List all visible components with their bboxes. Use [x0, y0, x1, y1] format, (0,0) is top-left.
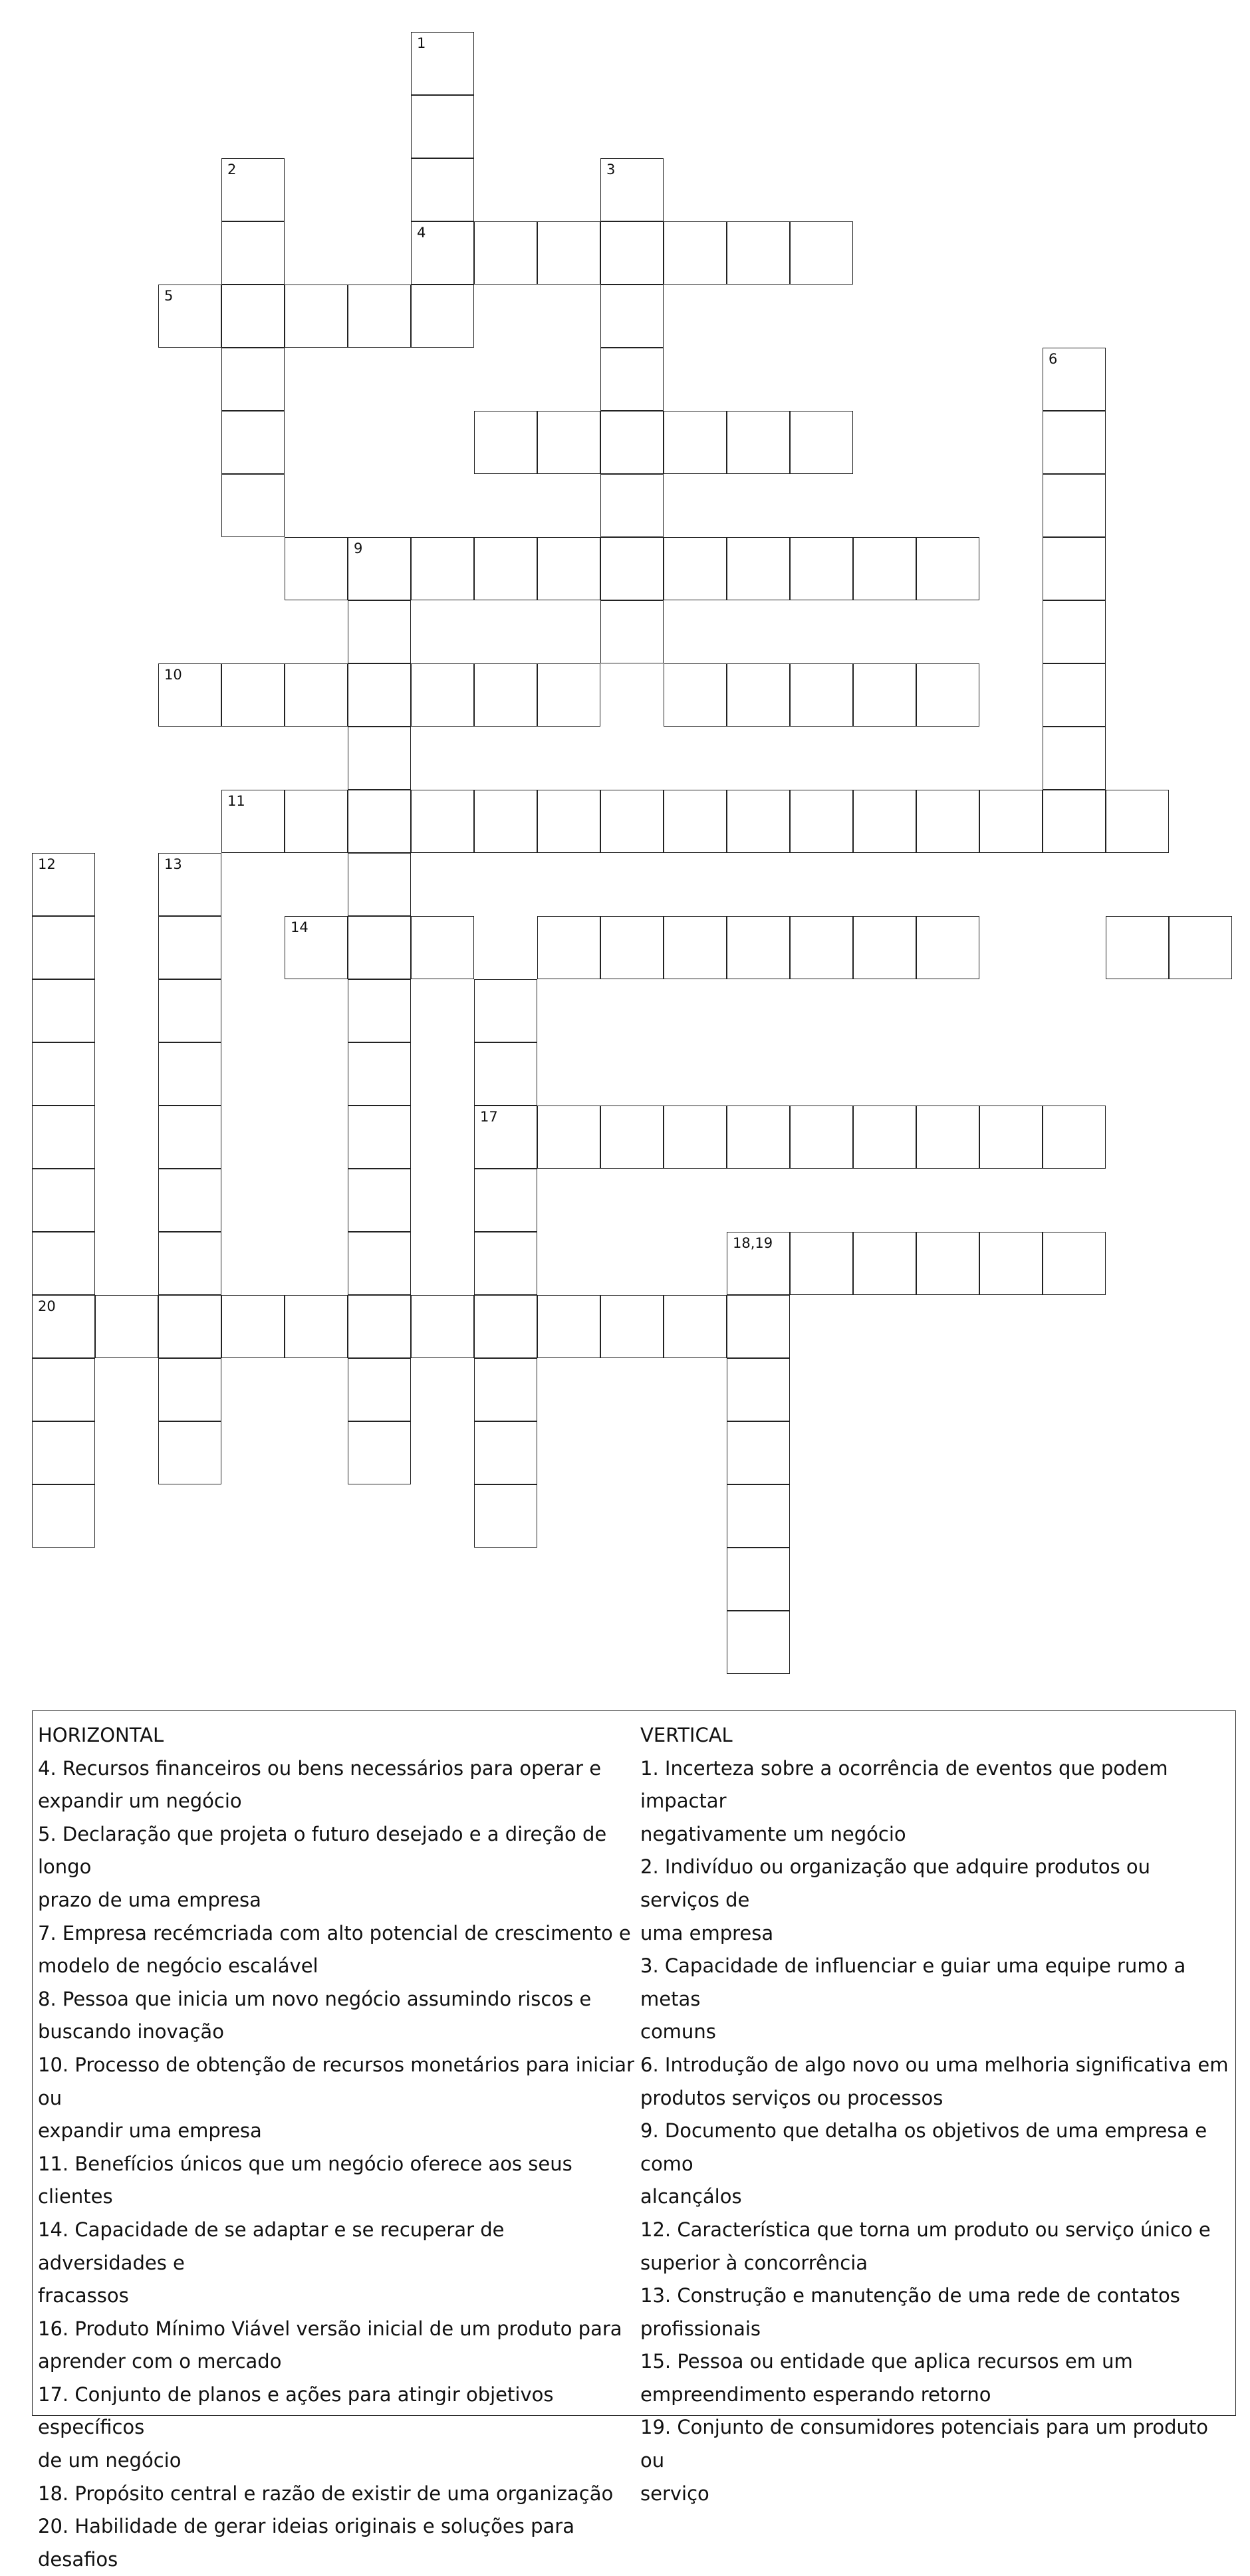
crossword-cell[interactable] [727, 221, 790, 285]
horizontal-clue-line: 5. Declaração que projeta o futuro desejado e a direção de longo [38, 1822, 607, 1879]
crossword-cell[interactable] [664, 663, 727, 727]
horizontal-clue-line: buscando inovação [38, 2020, 224, 2044]
crossword-cell[interactable] [348, 537, 411, 600]
crossword-cell[interactable] [32, 1358, 95, 1421]
crossword-cell[interactable] [32, 1295, 95, 1358]
horizontal-clue-line: aprender com o mercado [38, 2350, 282, 2373]
crossword-cell[interactable] [32, 1232, 95, 1295]
clue-number: 17 [480, 1109, 498, 1125]
crossword-cell[interactable] [600, 790, 664, 853]
crossword-cell[interactable] [727, 1358, 790, 1421]
crossword-cell[interactable] [32, 979, 95, 1042]
crossword-cell[interactable] [95, 1295, 158, 1358]
crossword-cell[interactable] [32, 1169, 95, 1232]
crossword-cell[interactable] [32, 1484, 95, 1548]
crossword-cell[interactable] [916, 916, 979, 979]
crossword-cell[interactable] [727, 663, 790, 727]
crossword-cell[interactable] [474, 1295, 537, 1358]
crossword-cell[interactable] [600, 158, 664, 221]
clue-number: 13 [164, 856, 182, 872]
horizontal-heading: HORIZONTAL [38, 1724, 164, 1746]
vertical-clue-line: uma empresa [640, 1921, 774, 1944]
clue-number: 12 [38, 856, 56, 872]
crossword-cell[interactable] [474, 1421, 537, 1484]
crossword-cell[interactable] [474, 663, 537, 727]
crossword-cell[interactable] [474, 1484, 537, 1548]
vertical-clues [640, 1719, 1232, 2510]
crossword-cell[interactable] [348, 790, 411, 853]
horizontal-clue-line: 16. Produto Mínimo Viável versão inicial de um produto para [38, 2317, 622, 2340]
clue-number: 4 [417, 225, 426, 241]
crossword-cell[interactable] [537, 1295, 600, 1358]
vertical-clue-line: empreendimento esperando retorno [640, 2383, 991, 2406]
vertical-clue-line: 13. Construção e manutenção de uma rede de contatos [640, 2284, 1180, 2307]
clue-number: 9 [354, 540, 363, 556]
crossword-cell[interactable] [600, 474, 664, 537]
crossword-cell[interactable] [790, 537, 853, 600]
crossword-cell[interactable] [916, 1106, 979, 1169]
vertical-clue-line: 9. Documento que detalha os objetivos de uma empresa e como [640, 2119, 1207, 2175]
crossword-cell[interactable] [411, 221, 474, 285]
crossword-cell[interactable] [221, 221, 285, 285]
horizontal-clue-line: 18. Propósito central e razão de existir de uma organização [38, 2482, 614, 2505]
crossword-cell[interactable] [32, 1421, 95, 1484]
crossword-cell[interactable] [158, 1358, 221, 1421]
crossword-cell[interactable] [221, 663, 285, 727]
vertical-clue-line: 15. Pessoa ou entidade que aplica recursos em um [640, 2350, 1133, 2373]
crossword-cell[interactable] [600, 916, 664, 979]
crossword-cell[interactable] [221, 474, 285, 537]
crossword-cell[interactable] [158, 1106, 221, 1169]
crossword-cell[interactable] [1043, 790, 1106, 853]
crossword-cell[interactable] [158, 1232, 221, 1295]
clue-number: 11 [227, 793, 245, 809]
crossword-cell[interactable] [600, 221, 664, 285]
crossword-cell[interactable] [790, 1106, 853, 1169]
vertical-clue-line: serviço [640, 2482, 709, 2505]
vertical-clue-line: 6. Introdução de algo novo ou uma melhoria significativa em [640, 2053, 1229, 2076]
crossword-cell[interactable] [348, 1421, 411, 1484]
horizontal-clue-line: expandir uma empresa [38, 2119, 262, 2143]
crossword-cell[interactable] [411, 663, 474, 727]
clue-number: 1 [417, 35, 426, 51]
crossword-cell[interactable] [790, 916, 853, 979]
crossword-cell[interactable] [158, 1042, 221, 1106]
crossword-cell[interactable] [916, 1232, 979, 1295]
crossword-cell[interactable] [1043, 348, 1106, 411]
vertical-heading: VERTICAL [640, 1724, 733, 1746]
vertical-clue-line: superior à concorrência [640, 2251, 868, 2274]
horizontal-clue-line: 7. Empresa recémcriada com alto potencial de crescimento e [38, 1921, 631, 1944]
horizontal-clue-line: 10. Processo de obtenção de recursos monetários para iniciar ou [38, 2053, 634, 2109]
crossword-cell[interactable] [1043, 474, 1106, 537]
crossword-cell[interactable] [537, 916, 600, 979]
crossword-cell[interactable] [979, 1232, 1043, 1295]
horizontal-clue-line: 11. Benefícios únicos que um negócio oferece aos seus clientes [38, 2152, 572, 2208]
crossword-cell[interactable] [474, 221, 537, 285]
crossword-cell[interactable] [158, 916, 221, 979]
crossword-cell[interactable] [32, 1042, 95, 1106]
crossword-cell[interactable] [411, 916, 474, 979]
crossword-cell[interactable] [348, 1295, 411, 1358]
horizontal-clue-line: 8. Pessoa que inicia um novo negócio assumindo riscos e [38, 1987, 592, 2010]
vertical-clue-line: comuns [640, 2020, 716, 2044]
crossword-cell[interactable] [790, 790, 853, 853]
crossword-cell[interactable] [853, 1106, 916, 1169]
crossword-cell[interactable] [537, 537, 600, 600]
crossword-cell[interactable] [600, 411, 664, 474]
crossword-cell[interactable] [411, 285, 474, 348]
crossword-cell[interactable] [916, 790, 979, 853]
vertical-clue-line: produtos serviços ou processos [640, 2086, 943, 2109]
crossword-cell[interactable] [348, 916, 411, 979]
crossword-cell[interactable] [158, 1295, 221, 1358]
horizontal-clue-line: 20. Habilidade de gerar ideias originais e soluções para desafios [38, 2515, 574, 2571]
crossword-cell[interactable] [1106, 790, 1169, 853]
crossword-cell[interactable] [1043, 1232, 1106, 1295]
crossword-cell[interactable] [600, 285, 664, 348]
crossword-cell[interactable] [474, 411, 537, 474]
crossword-cell[interactable] [664, 221, 727, 285]
crossword-cell[interactable] [221, 1295, 285, 1358]
crossword-cell[interactable] [916, 663, 979, 727]
crossword-cell[interactable] [285, 537, 348, 600]
horizontal-clue-line: prazo de uma empresa [38, 1888, 261, 1911]
crossword-cell[interactable] [348, 285, 411, 348]
vertical-clue-line: profissionais [640, 2317, 761, 2340]
crossword-cell[interactable] [790, 221, 853, 285]
crossword-cell[interactable] [348, 1232, 411, 1295]
crossword-cell[interactable] [853, 537, 916, 600]
crossword-cell[interactable] [537, 1106, 600, 1169]
clue-number: 20 [38, 1298, 56, 1314]
crossword-cell[interactable] [1169, 916, 1232, 979]
crossword-cell[interactable] [1043, 727, 1106, 790]
crossword-cell[interactable] [727, 1421, 790, 1484]
horizontal-clue-line: fracassos [38, 2284, 129, 2307]
crossword-cell[interactable] [600, 537, 664, 600]
crossword-cell[interactable] [537, 790, 600, 853]
crossword-cell[interactable] [1043, 411, 1106, 474]
vertical-clue-line: 19. Conjunto de consumidores potenciais para um produto ou [640, 2416, 1208, 2472]
crossword-cell[interactable] [158, 285, 221, 348]
crossword-cell[interactable] [348, 853, 411, 916]
clue-number: 6 [1049, 351, 1058, 367]
vertical-clue-line: 3. Capacidade de influenciar e guiar uma equipe rumo a metas [640, 1954, 1186, 2010]
horizontal-clue-line: 4. Recursos financeiros ou bens necessários para operar e [38, 1756, 602, 1780]
crossword-cell[interactable] [474, 1232, 537, 1295]
clue-number: 14 [291, 919, 309, 935]
crossword-cell[interactable] [158, 663, 221, 727]
crossword-cell[interactable] [727, 1106, 790, 1169]
clue-number: 2 [227, 162, 237, 177]
crossword-cell[interactable] [790, 411, 853, 474]
crossword-cell[interactable] [221, 411, 285, 474]
crossword-cell[interactable] [600, 348, 664, 411]
crossword-cell[interactable] [537, 411, 600, 474]
crossword-cell[interactable] [727, 1295, 790, 1358]
crossword-cell[interactable] [600, 1106, 664, 1169]
clue-number: 3 [606, 162, 616, 177]
crossword-cell[interactable] [664, 1295, 727, 1358]
crossword-cell[interactable] [348, 727, 411, 790]
crossword-cell[interactable] [474, 1106, 537, 1169]
crossword-cell[interactable] [221, 790, 285, 853]
crossword-cell[interactable] [790, 1232, 853, 1295]
crossword-cell[interactable] [221, 285, 285, 348]
crossword-cell[interactable] [474, 790, 537, 853]
crossword-cell[interactable] [853, 790, 916, 853]
crossword-cell[interactable] [32, 853, 95, 916]
crossword-cell[interactable] [474, 1042, 537, 1106]
crossword-cell[interactable] [285, 790, 348, 853]
crossword-cell[interactable] [916, 537, 979, 600]
vertical-clue-line: 2. Indivíduo ou organização que adquire produtos ou serviços de [640, 1855, 1151, 1911]
crossword-cell[interactable] [411, 95, 474, 158]
crossword-cell[interactable] [348, 1106, 411, 1169]
crossword-cell[interactable] [411, 32, 474, 95]
crossword-cell[interactable] [158, 1421, 221, 1484]
crossword-cell[interactable] [727, 1548, 790, 1611]
vertical-clue-line: 1. Incerteza sobre a ocorrência de eventos que podem impactar [640, 1756, 1168, 1813]
crossword-cell[interactable] [727, 537, 790, 600]
crossword-cell[interactable] [285, 285, 348, 348]
crossword-cell[interactable] [411, 158, 474, 221]
clue-number: 10 [164, 667, 182, 683]
horizontal-clue-line: de um negócio [38, 2449, 182, 2472]
crossword-cell[interactable] [285, 916, 348, 979]
horizontal-clue-line: 17. Conjunto de planos e ações para atingir objetivos específicos [38, 2383, 554, 2439]
crossword-cell[interactable] [474, 537, 537, 600]
crossword-cell[interactable] [158, 979, 221, 1042]
crossword-cell[interactable] [727, 411, 790, 474]
crossword-cell[interactable] [474, 1169, 537, 1232]
crossword-cell[interactable] [727, 1484, 790, 1548]
crossword-cell[interactable] [664, 537, 727, 600]
crossword-cell[interactable] [664, 411, 727, 474]
crossword-cell[interactable] [1043, 663, 1106, 727]
crossword-cell[interactable] [285, 663, 348, 727]
crossword-cell[interactable] [600, 600, 664, 663]
crossword-cell[interactable] [664, 1106, 727, 1169]
clue-number: 5 [164, 288, 174, 304]
crossword-cell[interactable] [221, 348, 285, 411]
crossword-cell[interactable] [853, 1232, 916, 1295]
crossword-cell[interactable] [474, 1358, 537, 1421]
crossword-cell[interactable] [221, 158, 285, 221]
crossword-cell[interactable] [348, 1358, 411, 1421]
crossword-cell[interactable] [411, 1295, 474, 1358]
crossword-cell[interactable] [32, 1106, 95, 1169]
crossword-cell[interactable] [853, 663, 916, 727]
crossword-cell[interactable] [727, 916, 790, 979]
crossword-cell[interactable] [537, 663, 600, 727]
crossword-cell[interactable] [727, 1232, 790, 1295]
crossword-cell[interactable] [1106, 916, 1169, 979]
crossword-cell[interactable] [158, 1169, 221, 1232]
crossword-cell[interactable] [158, 853, 221, 916]
crossword-cell[interactable] [348, 1042, 411, 1106]
crossword-cell[interactable] [537, 221, 600, 285]
crossword-cell[interactable] [1043, 600, 1106, 663]
horizontal-clue-line: expandir um negócio [38, 1790, 242, 1813]
crossword-cell[interactable] [285, 1295, 348, 1358]
crossword-cell[interactable] [853, 916, 916, 979]
clue-number: 18,19 [733, 1235, 773, 1251]
crossword-cell[interactable] [979, 790, 1043, 853]
crossword-cell[interactable] [1043, 537, 1106, 600]
crossword-cell[interactable] [727, 1611, 790, 1674]
crossword-cell[interactable] [411, 790, 474, 853]
crossword-cell[interactable] [790, 663, 853, 727]
crossword-cell[interactable] [348, 979, 411, 1042]
crossword-cell[interactable] [600, 1295, 664, 1358]
crossword-cell[interactable] [32, 916, 95, 979]
vertical-clue-line: 12. Característica que torna um produto ou serviço único e [640, 2218, 1211, 2241]
crossword-cell[interactable] [979, 1106, 1043, 1169]
horizontal-clue-line: 14. Capacidade de se adaptar e se recuperar de adversidades e [38, 2218, 505, 2274]
horizontal-clues [38, 1719, 636, 2576]
crossword-cell[interactable] [348, 1169, 411, 1232]
horizontal-clue-line: modelo de negócio escalável [38, 1954, 318, 1978]
crossword-cell[interactable] [474, 979, 537, 1042]
crossword-cell[interactable] [727, 790, 790, 853]
crossword-cell[interactable] [664, 790, 727, 853]
vertical-clue-line: negativamente um negócio [640, 1822, 906, 1845]
crossword-cell[interactable] [348, 663, 411, 727]
crossword-cell[interactable] [348, 600, 411, 663]
crossword-cell[interactable] [411, 537, 474, 600]
clues-panel [32, 1710, 1236, 2571]
crossword-cell[interactable] [664, 916, 727, 979]
vertical-clue-line: alcançálos [640, 2185, 742, 2208]
crossword-cell[interactable] [1043, 1106, 1106, 1169]
